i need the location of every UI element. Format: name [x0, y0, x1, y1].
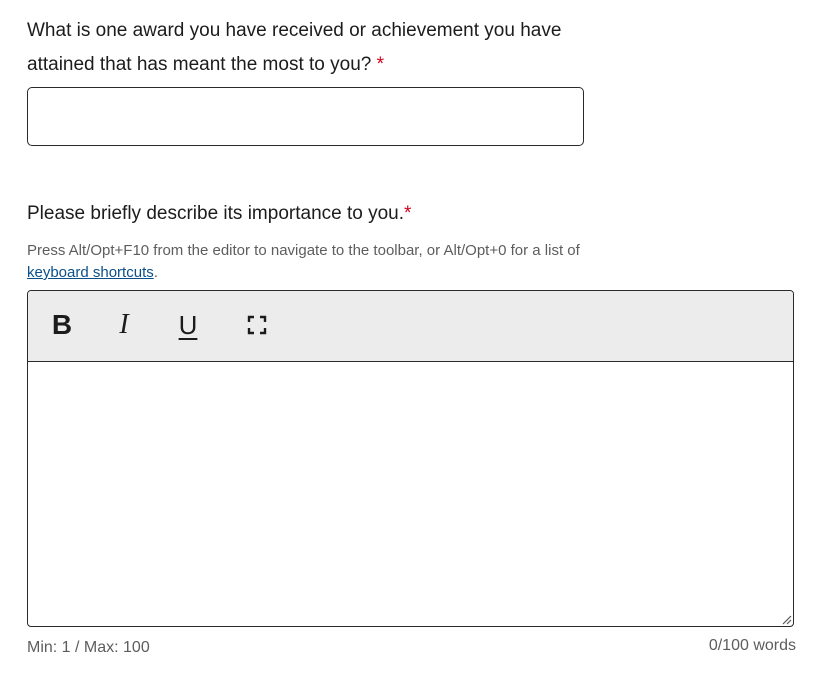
- award-input[interactable]: [27, 87, 584, 146]
- word-limits: Min: 1 / Max: 100: [27, 639, 150, 656]
- rich-text-editor: [27, 290, 794, 627]
- fullscreen-button[interactable]: [239, 305, 275, 345]
- italic-button[interactable]: [106, 305, 142, 345]
- underline-icon: U: [178, 309, 198, 340]
- hint-suffix: .: [153, 264, 158, 281]
- question-1-label: [27, 14, 627, 82]
- bold-icon: B: [51, 309, 73, 340]
- required-marker: *: [376, 54, 385, 75]
- bold-button[interactable]: [44, 305, 80, 345]
- editor-toolbar: [28, 291, 793, 362]
- question-2-text: Please briefly describe its importance to you.: [27, 203, 405, 224]
- question-2-label: [27, 201, 411, 227]
- editor-hint: [27, 240, 727, 284]
- keyboard-shortcuts-link[interactable]: keyboard shortcuts: [27, 264, 154, 281]
- fullscreen-icon: [247, 315, 267, 335]
- underline-button[interactable]: [170, 305, 206, 345]
- resize-handle-icon[interactable]: [780, 613, 792, 625]
- hint-text: Press Alt/Opt+F10 from the editor to navigate to the toolbar, or Alt/Opt+0 for a list of: [27, 242, 580, 259]
- question-1-text: What is one award you have received or achievement you have attained that has meant the most to you?: [27, 20, 562, 75]
- word-count: 0/100 words: [708, 637, 796, 654]
- required-marker: *: [404, 203, 412, 224]
- italic-icon: I: [119, 309, 129, 340]
- editor-content-area[interactable]: [28, 361, 793, 626]
